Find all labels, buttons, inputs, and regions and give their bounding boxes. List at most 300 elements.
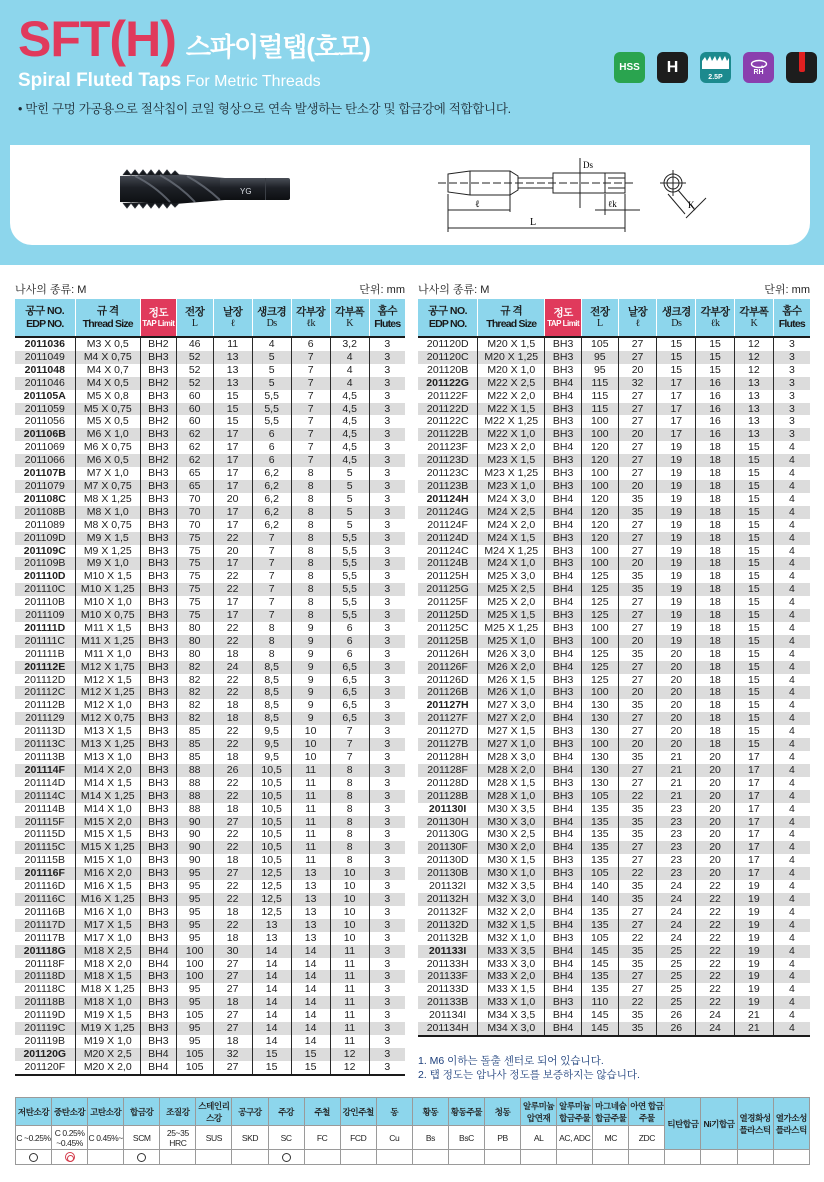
material-header: 저탄소강 (16, 1098, 52, 1126)
table-cell: 201124G (418, 506, 478, 519)
material-symbol: Cu (376, 1126, 412, 1150)
table-cell: 27 (618, 390, 657, 403)
table-cell: 5,5 (330, 609, 369, 622)
table-cell: 10,5 (252, 764, 291, 777)
table-cell: BH4 (545, 712, 582, 725)
table-cell: 9 (291, 661, 330, 674)
spec-table-right (418, 282, 810, 1037)
table-cell: 7 (291, 403, 330, 416)
material-symbol: FCD (340, 1126, 376, 1150)
table-cell: 10,5 (252, 803, 291, 816)
table-cell: BH3 (545, 738, 582, 751)
table-cell: 21 (657, 751, 696, 764)
table-cell: 3 (773, 377, 810, 390)
table-cell: 95 (581, 351, 618, 364)
table-cell: 6 (291, 337, 330, 351)
table-cell: M27 X 1,0 (478, 738, 545, 751)
table-cell: 80 (176, 622, 213, 635)
table-cell: 8,5 (252, 686, 291, 699)
table-cell: 22 (696, 880, 735, 893)
hss-icon (614, 52, 645, 83)
material-symbol: ZDC (629, 1126, 665, 1150)
table-cell: 15 (734, 648, 773, 661)
table-row (418, 738, 810, 751)
table-cell: 21 (657, 764, 696, 777)
table-row (418, 828, 810, 841)
material-header: 주철 (304, 1098, 340, 1126)
table-cell: 7 (252, 545, 291, 558)
table-cell: 19 (734, 919, 773, 932)
material-suitability (196, 1150, 232, 1165)
table-cell: 8 (252, 622, 291, 635)
table-cell: 70 (176, 493, 213, 506)
table-cell: BH3 (140, 790, 176, 803)
table-cell: 201112E (15, 661, 75, 674)
table-cell: 7 (291, 377, 330, 390)
table-cell: 20 (657, 725, 696, 738)
table-cell: BH3 (545, 725, 582, 738)
table-cell: 135 (581, 803, 618, 816)
material-symbol: MC (593, 1126, 629, 1150)
table-cell: 8,5 (252, 712, 291, 725)
table-cell: 4 (773, 493, 810, 506)
table-row (15, 751, 405, 764)
table-cell: 13 (252, 932, 291, 945)
table-cell: 8 (330, 764, 369, 777)
table-cell: 4 (773, 454, 810, 467)
table-cell: 14 (291, 970, 330, 983)
table-cell: 201116F (15, 867, 75, 880)
table-cell: 15 (734, 725, 773, 738)
table-cell: 95 (176, 919, 213, 932)
table-cell: 20 (657, 674, 696, 687)
table-row (15, 635, 405, 648)
table-cell: BH3 (140, 1035, 176, 1048)
table-row (418, 493, 810, 506)
table-cell: 11 (291, 777, 330, 790)
material-symbol: SCM (124, 1126, 160, 1150)
table-cell: 3 (369, 545, 405, 558)
table-cell: 3 (369, 351, 405, 364)
product-title (18, 11, 370, 67)
table-cell: 3 (369, 958, 405, 971)
table-row (418, 906, 810, 919)
table-cell: 5,5 (252, 403, 291, 416)
table-cell: BH4 (545, 377, 582, 390)
table-cell: 201122G (418, 377, 478, 390)
table-cell: M28 X 1,0 (478, 790, 545, 803)
table-cell: 17 (734, 803, 773, 816)
table-cell: 3 (369, 777, 405, 790)
table-cell: 27 (618, 454, 657, 467)
table-cell: 19 (657, 441, 696, 454)
column-header-en: ℓ (230, 317, 235, 329)
table-cell: 15 (734, 557, 773, 570)
table-cell: 4 (773, 467, 810, 480)
table-cell: 8 (291, 493, 330, 506)
table-cell: BH4 (545, 390, 582, 403)
table-cell: M19 X 1,5 (75, 1009, 140, 1022)
table-cell: 18 (696, 622, 735, 635)
table-cell: 145 (581, 1022, 618, 1036)
table-cell: 7 (291, 428, 330, 441)
table-cell: 27 (618, 854, 657, 867)
table-cell: M11 X 1,0 (75, 648, 140, 661)
table-cell: 105 (176, 1061, 213, 1075)
table-cell: 4 (773, 545, 810, 558)
column-header-en: Ds (266, 317, 277, 329)
table-cell: 27 (618, 906, 657, 919)
table-cell: 32 (213, 1048, 252, 1061)
table-cell: 201118B (15, 996, 75, 1009)
table-cell: 10,5 (252, 854, 291, 867)
table-cell: 15 (734, 493, 773, 506)
table-cell: 23 (657, 841, 696, 854)
table-cell: 35 (618, 803, 657, 816)
table-cell: M12 X 1,25 (75, 686, 140, 699)
table-row (15, 790, 405, 803)
table-cell: 15 (734, 583, 773, 596)
column-header (618, 299, 657, 337)
table-cell: 25 (657, 958, 696, 971)
table-cell: 20 (618, 738, 657, 751)
table-cell: 19 (657, 467, 696, 480)
table-row (418, 686, 810, 699)
table-cell: 5 (252, 364, 291, 377)
table-cell: 17 (734, 764, 773, 777)
table-cell: M13 X 1,0 (75, 751, 140, 764)
table-cell: 5,5 (330, 545, 369, 558)
table-cell: 3 (369, 570, 405, 583)
table-cell: 19 (657, 635, 696, 648)
table-cell: 130 (581, 712, 618, 725)
table-cell: M3 X 0,5 (75, 337, 140, 351)
table-cell: M19 X 1,0 (75, 1035, 140, 1048)
material-symbol: FC (304, 1126, 340, 1150)
column-header (75, 299, 140, 337)
table-cell: 201123F (418, 441, 478, 454)
table-cell: 20 (213, 545, 252, 558)
table-cell: 52 (176, 351, 213, 364)
table-cell: 201122D (418, 403, 478, 416)
table-cell: M33 X 3,5 (478, 945, 545, 958)
table-row (418, 609, 810, 622)
table-cell: 14 (291, 958, 330, 971)
table-cell: 20 (657, 661, 696, 674)
table-cell: 18 (696, 738, 735, 751)
table-cell: 18 (696, 661, 735, 674)
table-cell: 27 (618, 351, 657, 364)
table-cell: BH3 (545, 996, 582, 1009)
table-cell: 22 (618, 932, 657, 945)
table-cell: 3 (369, 583, 405, 596)
table-cell: 9,5 (252, 725, 291, 738)
table-cell: 201124D (418, 532, 478, 545)
table-cell: 201119C (15, 1022, 75, 1035)
table-cell: M18 X 1,5 (75, 970, 140, 983)
table-cell: M25 X 1,0 (478, 635, 545, 648)
column-header-en: Flutes (778, 317, 805, 330)
table-cell: 110 (581, 996, 618, 1009)
table-row (418, 351, 810, 364)
table-cell: 27 (618, 532, 657, 545)
table-cell: 2011059 (15, 403, 75, 416)
table-cell: 4 (773, 674, 810, 687)
table-cell: 27 (213, 983, 252, 996)
table-cell: 4 (773, 699, 810, 712)
table-cell: 201107B (15, 467, 75, 480)
material-symbol: AC, ADC (557, 1126, 593, 1150)
table-row (15, 364, 405, 377)
table-cell: BH3 (140, 583, 176, 596)
table-cell: 18 (696, 532, 735, 545)
table-row (418, 622, 810, 635)
table-cell: 27 (618, 441, 657, 454)
table-cell: BH3 (545, 545, 582, 558)
table-cell: 90 (176, 828, 213, 841)
table-cell: 5,5 (330, 557, 369, 570)
table-cell: M15 X 2,0 (75, 816, 140, 829)
table-cell: 201111B (15, 648, 75, 661)
table-cell: 11 (291, 764, 330, 777)
table-cell: BH4 (140, 945, 176, 958)
table-cell: 3 (369, 480, 405, 493)
table-cell: M25 X 1,5 (478, 609, 545, 622)
table-cell: 6,2 (252, 506, 291, 519)
table-cell: 11 (291, 854, 330, 867)
table-cell: 22 (618, 996, 657, 1009)
table-cell: 26 (657, 1009, 696, 1022)
table-cell: 201112D (15, 674, 75, 687)
table-cell: 18 (696, 674, 735, 687)
column-header (734, 299, 773, 337)
column-header-en: EDP NO. (26, 317, 64, 330)
table-cell: M23 X 2,0 (478, 441, 545, 454)
table-cell: BH3 (140, 648, 176, 661)
table-row (418, 880, 810, 893)
table-cell: 95 (176, 996, 213, 1009)
table-cell: 32 (618, 377, 657, 390)
table-row (418, 699, 810, 712)
table-cell: 201120F (15, 1061, 75, 1075)
table-cell: 3 (369, 790, 405, 803)
table-cell: 13 (291, 919, 330, 932)
table-cell: 15 (734, 686, 773, 699)
table-cell: 12,5 (252, 880, 291, 893)
table-cell: 201127D (418, 725, 478, 738)
table-cell: 15 (734, 674, 773, 687)
table-cell: 19 (657, 480, 696, 493)
table-cell: 4 (773, 803, 810, 816)
table-cell: M33 X 3,0 (478, 958, 545, 971)
table-row (15, 970, 405, 983)
table-cell: BH3 (140, 532, 176, 545)
column-header-en: L (597, 317, 603, 329)
table-cell: 19 (657, 596, 696, 609)
table-cell: BH3 (545, 403, 582, 416)
table-cell: 201118F (15, 958, 75, 971)
column-header (140, 299, 176, 337)
table-cell: 7 (252, 609, 291, 622)
table-cell: BH3 (140, 983, 176, 996)
table-cell: 2011079 (15, 480, 75, 493)
table-cell: BH3 (140, 777, 176, 790)
table-cell: 3 (773, 337, 810, 351)
table-cell: 9 (291, 686, 330, 699)
table-cell: 17 (657, 377, 696, 390)
table-cell: 16 (696, 415, 735, 428)
table-cell: M33 X 1,0 (478, 996, 545, 1009)
table-cell: M24 X 3,0 (478, 493, 545, 506)
spec-table (15, 299, 405, 1076)
table-row (15, 390, 405, 403)
table-cell: 19 (657, 493, 696, 506)
table-cell: 8 (330, 777, 369, 790)
material-suitability (665, 1150, 701, 1165)
table-cell: 15 (657, 351, 696, 364)
table-cell: 22 (696, 983, 735, 996)
table-cell: 15 (696, 364, 735, 377)
table-cell: 201114D (15, 777, 75, 790)
table-cell: 12,5 (252, 893, 291, 906)
table-cell: 95 (176, 880, 213, 893)
table-cell: M20 X 2,0 (75, 1061, 140, 1075)
table-cell: 21 (734, 1022, 773, 1036)
table-cell: 20 (696, 751, 735, 764)
table-cell: BH3 (545, 609, 582, 622)
table-cell: 5,5 (330, 570, 369, 583)
table-cell: 20 (618, 480, 657, 493)
table-row (15, 648, 405, 661)
table-row (418, 377, 810, 390)
table-cell: 4 (773, 893, 810, 906)
table-cell: M24 X 1,5 (478, 532, 545, 545)
table-cell: 82 (176, 712, 213, 725)
material-header: 열경화성 플라스틱 (737, 1098, 773, 1150)
table-cell: 18 (696, 519, 735, 532)
table-cell: 14 (252, 945, 291, 958)
table-cell: BH3 (545, 415, 582, 428)
table-row (418, 596, 810, 609)
table-cell: 15 (291, 1061, 330, 1075)
table-cell: M27 X 3,0 (478, 699, 545, 712)
table-cell: 95 (581, 364, 618, 377)
table-cell: 3 (369, 686, 405, 699)
table-row (418, 854, 810, 867)
table-cell: 8 (291, 519, 330, 532)
table-cell: 14 (291, 996, 330, 1009)
table-cell: 17 (213, 596, 252, 609)
table-cell: 19 (657, 622, 696, 635)
table-cell: 20 (696, 803, 735, 816)
table-row (418, 841, 810, 854)
material-header: 스테인리스강 (196, 1098, 232, 1126)
table-cell: 15 (734, 635, 773, 648)
table-cell: 201114B (15, 803, 75, 816)
table-row (15, 519, 405, 532)
table-cell: 17 (734, 816, 773, 829)
table-cell: BH3 (140, 661, 176, 674)
table-cell: 60 (176, 403, 213, 416)
table-cell: 16 (696, 377, 735, 390)
table-row (418, 932, 810, 945)
table-cell: M4 X 0,75 (75, 351, 140, 364)
table-cell: 75 (176, 570, 213, 583)
table-cell: BH4 (545, 893, 582, 906)
table-cell: 9 (291, 622, 330, 635)
table-cell: 18 (213, 906, 252, 919)
table-cell: 12 (330, 1061, 369, 1075)
table-cell: 13 (213, 364, 252, 377)
table-cell: BH3 (140, 428, 176, 441)
table-cell: 3 (773, 351, 810, 364)
chamfer-label: 2.5P (708, 74, 723, 81)
table-cell: M5 X 0,5 (75, 415, 140, 428)
table-cell: M18 X 1,0 (75, 996, 140, 1009)
table-row (418, 661, 810, 674)
table-cell: 14 (252, 958, 291, 971)
table-row (15, 699, 405, 712)
table-cell: 2011069 (15, 441, 75, 454)
table-cell: M34 X 3,5 (478, 1009, 545, 1022)
table-cell: 4 (773, 816, 810, 829)
table-cell: 6,5 (330, 674, 369, 687)
table-cell: 24 (213, 661, 252, 674)
table-row (15, 686, 405, 699)
table-cell: 3 (369, 403, 405, 416)
table-cell: 13 (213, 351, 252, 364)
table-cell: 3 (369, 441, 405, 454)
table-cell: 20 (657, 699, 696, 712)
table-cell: 201116C (15, 893, 75, 906)
material-suitability (268, 1150, 304, 1165)
table-cell: 201125C (418, 622, 478, 635)
table-cell: 11 (330, 1035, 369, 1048)
table-cell: 17 (213, 480, 252, 493)
table-cell: M16 X 1,0 (75, 906, 140, 919)
table-cell: 10,5 (252, 841, 291, 854)
table-cell: 20 (618, 635, 657, 648)
table-cell: 8,5 (252, 674, 291, 687)
table-row (418, 467, 810, 480)
table-cell: 18 (696, 467, 735, 480)
table-cell: BH4 (545, 751, 582, 764)
table-cell: 4 (773, 609, 810, 622)
table-cell: M16 X 1,25 (75, 893, 140, 906)
table-cell: BH3 (140, 854, 176, 867)
table-cell: 18 (213, 996, 252, 1009)
table-cell: 135 (581, 816, 618, 829)
table-cell: 6,2 (252, 493, 291, 506)
column-header (213, 299, 252, 337)
table-cell: 11 (291, 841, 330, 854)
table-cell: 12 (734, 364, 773, 377)
table-cell: 27 (213, 816, 252, 829)
table-row (15, 1009, 405, 1022)
table-cell: 125 (581, 674, 618, 687)
table-cell: 4 (773, 648, 810, 661)
table-cell: M28 X 1,5 (478, 777, 545, 790)
table-cell: BH3 (545, 337, 582, 351)
table-cell: 201109D (15, 532, 75, 545)
table-cell: 5 (330, 519, 369, 532)
table-cell: 100 (581, 635, 618, 648)
table-cell: M18 X 2,0 (75, 958, 140, 971)
table-cell: BH4 (140, 958, 176, 971)
table-cell: 100 (581, 480, 618, 493)
table-cell: 3 (369, 532, 405, 545)
table-row (418, 364, 810, 377)
